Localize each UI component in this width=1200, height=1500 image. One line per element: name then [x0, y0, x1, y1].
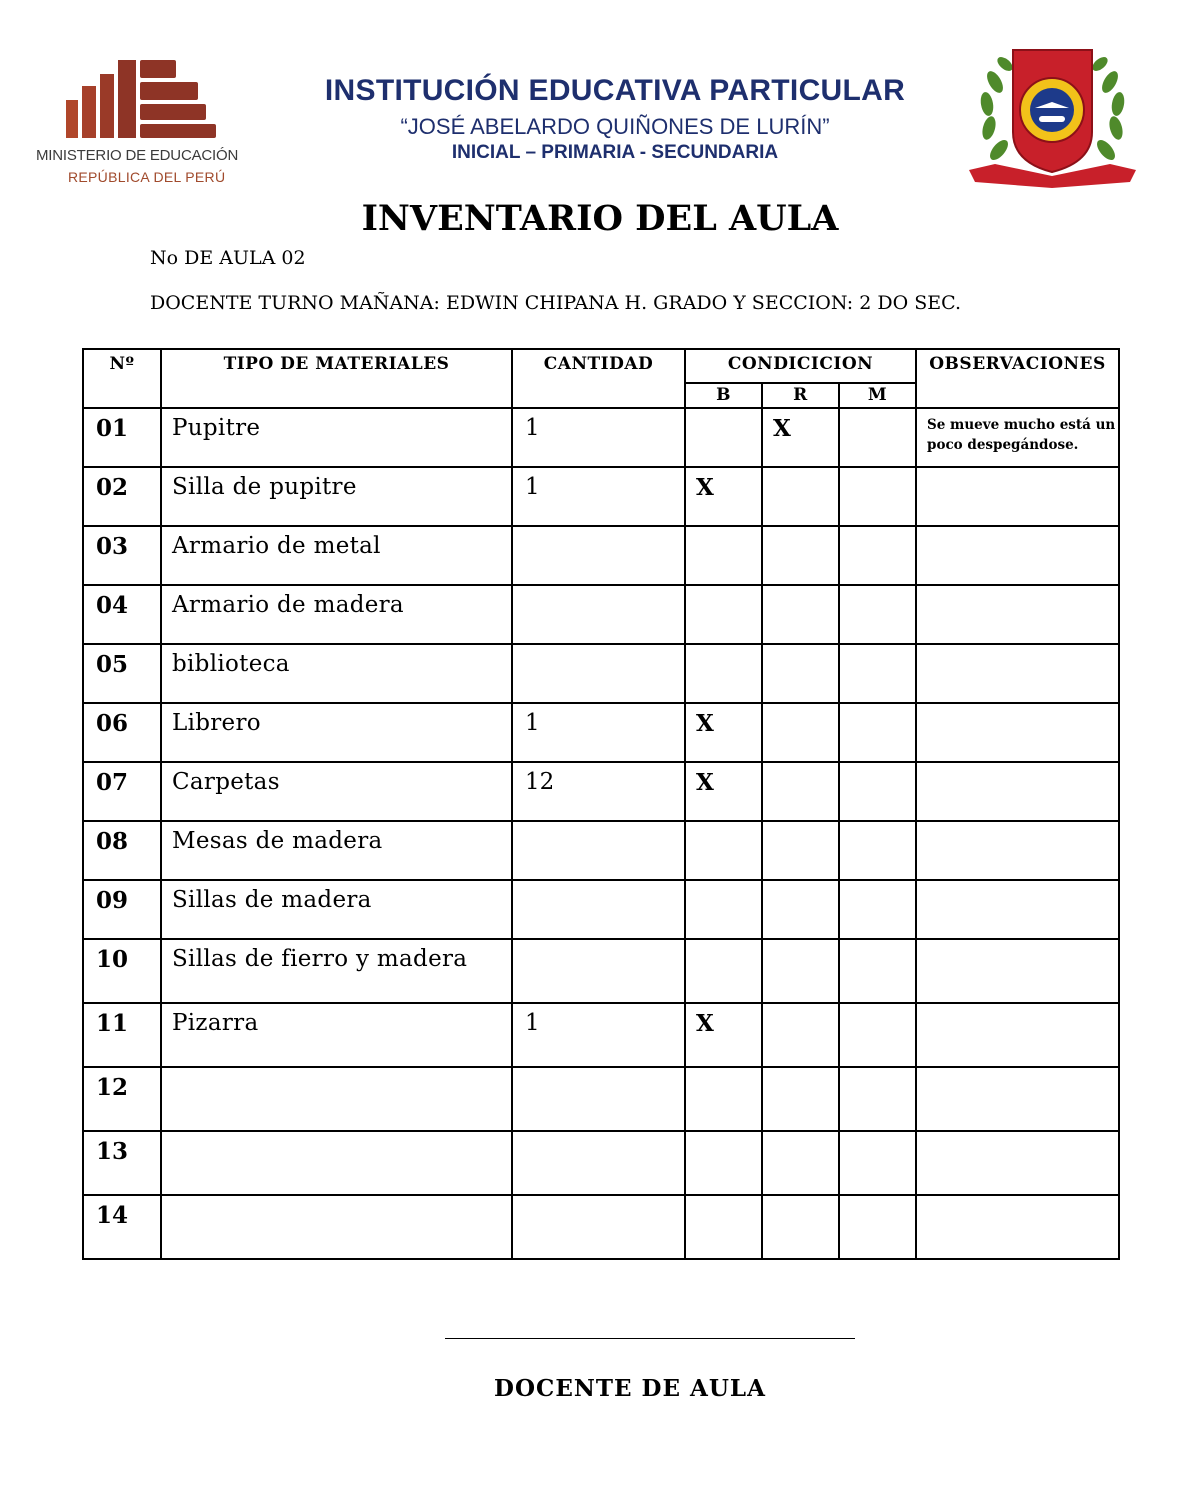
row-condition-b [685, 526, 762, 585]
row-material: Pupitre [161, 408, 512, 467]
row-material: Librero [161, 703, 512, 762]
row-number: 05 [83, 644, 161, 703]
books-icon [30, 52, 260, 147]
inventory-table [82, 348, 1120, 1260]
header-b: B [685, 383, 762, 408]
row-condition-b: X [685, 703, 762, 762]
row-quantity [512, 939, 685, 1003]
row-material: Carpetas [161, 762, 512, 821]
table-row [83, 467, 1119, 526]
row-condition-m [839, 408, 916, 467]
row-condition-b [685, 1131, 762, 1195]
signature-label: DOCENTE DE AULA [494, 1375, 766, 1402]
row-condition-r [762, 585, 839, 644]
row-material: Armario de metal [161, 526, 512, 585]
row-quantity [512, 880, 685, 939]
row-condition-b [685, 880, 762, 939]
row-condition-r [762, 762, 839, 821]
table-row [83, 1003, 1119, 1067]
header-cantidad: CANTIDAD [512, 349, 685, 408]
row-number: 07 [83, 762, 161, 821]
row-quantity: 1 [512, 408, 685, 467]
school-name: INSTITUCIÓN EDUCATIVA PARTICULAR [324, 74, 906, 107]
row-number: 08 [83, 821, 161, 880]
table-row [83, 408, 1119, 467]
row-quantity: 1 [512, 1003, 685, 1067]
row-condition-r [762, 821, 839, 880]
row-condition-b [685, 1195, 762, 1259]
row-material [161, 1195, 512, 1259]
row-observation [916, 939, 1119, 1003]
row-condition-r [762, 1131, 839, 1195]
crest-emblem-icon [965, 42, 1140, 192]
row-condition-r [762, 644, 839, 703]
row-material [161, 1131, 512, 1195]
row-condition-r [762, 939, 839, 1003]
aula-number: No DE AULA 02 [150, 247, 306, 269]
row-observation [916, 1003, 1119, 1067]
row-condition-m [839, 467, 916, 526]
row-quantity [512, 821, 685, 880]
row-condition-m [839, 1131, 916, 1195]
table-row [83, 762, 1119, 821]
row-condition-m [839, 821, 916, 880]
header-num: Nº [83, 349, 161, 408]
table-row [83, 703, 1119, 762]
row-quantity [512, 1195, 685, 1259]
table-row [83, 1067, 1119, 1131]
row-condition-b [685, 644, 762, 703]
row-condition-b [685, 1067, 762, 1131]
row-observation [916, 703, 1119, 762]
row-observation [916, 1067, 1119, 1131]
row-condition-r [762, 1067, 839, 1131]
row-condition-m [839, 880, 916, 939]
row-observation [916, 526, 1119, 585]
row-condition-r [762, 703, 839, 762]
row-number: 06 [83, 703, 161, 762]
row-material: Mesas de madera [161, 821, 512, 880]
row-condition-b [685, 821, 762, 880]
row-condition-b [685, 408, 762, 467]
row-quantity [512, 1067, 685, 1131]
row-condition-m [839, 526, 916, 585]
row-quantity [512, 585, 685, 644]
table-row [83, 644, 1119, 703]
row-condition-r [762, 526, 839, 585]
row-observation [916, 880, 1119, 939]
row-condition-r: X [762, 408, 839, 467]
row-material [161, 1067, 512, 1131]
row-quantity: 1 [512, 467, 685, 526]
row-condition-b: X [685, 762, 762, 821]
row-quantity [512, 526, 685, 585]
table-row [83, 1195, 1119, 1259]
row-condition-m [839, 1195, 916, 1259]
row-condition-m [839, 1003, 916, 1067]
header-condicion: CONDICICION [685, 349, 916, 383]
ministry-logo [30, 52, 260, 192]
row-condition-m [839, 585, 916, 644]
table-row [83, 1131, 1119, 1195]
table-row [83, 585, 1119, 644]
row-condition-b [685, 939, 762, 1003]
row-observation [916, 762, 1119, 821]
header-tipo: TIPO DE MATERIALES [161, 349, 512, 408]
row-material: Sillas de madera [161, 880, 512, 939]
row-number: 02 [83, 467, 161, 526]
row-condition-r [762, 1003, 839, 1067]
row-material: Armario de madera [161, 585, 512, 644]
row-number: 01 [83, 408, 161, 467]
row-number: 11 [83, 1003, 161, 1067]
row-material: Silla de pupitre [161, 467, 512, 526]
row-condition-r [762, 880, 839, 939]
teacher-info: DOCENTE TURNO MAÑANA: EDWIN CHIPANA H. GRADO Y SECCION: 2 DO SEC. [150, 292, 962, 314]
row-material: biblioteca [161, 644, 512, 703]
row-quantity [512, 1131, 685, 1195]
header-m: M [839, 383, 916, 408]
table-row [83, 821, 1119, 880]
row-observation [916, 467, 1119, 526]
row-observation: Se mueve mucho está un poco despegándose. [916, 408, 1119, 467]
row-material: Pizarra [161, 1003, 512, 1067]
table-row [83, 939, 1119, 1003]
school-levels: INICIAL – PRIMARIA - SECUNDARIA [451, 142, 779, 163]
row-observation [916, 821, 1119, 880]
row-number: 13 [83, 1131, 161, 1195]
row-condition-b: X [685, 467, 762, 526]
row-quantity: 12 [512, 762, 685, 821]
ministry-name: MINISTERIO DE EDUCACIÓN [36, 147, 239, 164]
row-observation [916, 585, 1119, 644]
row-material: Sillas de fierro y madera [161, 939, 512, 1003]
row-observation [916, 644, 1119, 703]
row-number: 04 [83, 585, 161, 644]
school-crest [965, 42, 1140, 192]
row-observation [916, 1131, 1119, 1195]
row-condition-m [839, 1067, 916, 1131]
row-condition-b [685, 585, 762, 644]
row-condition-m [839, 939, 916, 1003]
ministry-country: REPÚBLICA DEL PERÚ [68, 169, 226, 185]
row-quantity [512, 644, 685, 703]
row-number: 03 [83, 526, 161, 585]
document-title: INVENTARIO DEL AULA [361, 198, 839, 239]
row-condition-m [839, 762, 916, 821]
school-subtitle: “JOSÉ ABELARDO QUIÑONES DE LURÍN” [400, 114, 830, 139]
row-condition-r [762, 467, 839, 526]
row-condition-m [839, 703, 916, 762]
row-observation [916, 1195, 1119, 1259]
row-condition-r [762, 1195, 839, 1259]
signature-line [445, 1338, 855, 1339]
table-row [83, 526, 1119, 585]
table-row [83, 880, 1119, 939]
row-quantity: 1 [512, 703, 685, 762]
row-condition-m [839, 644, 916, 703]
row-number: 12 [83, 1067, 161, 1131]
row-number: 09 [83, 880, 161, 939]
header-r: R [762, 383, 839, 408]
header-observaciones: OBSERVACIONES [916, 349, 1119, 408]
row-condition-b: X [685, 1003, 762, 1067]
row-number: 14 [83, 1195, 161, 1259]
row-number: 10 [83, 939, 161, 1003]
